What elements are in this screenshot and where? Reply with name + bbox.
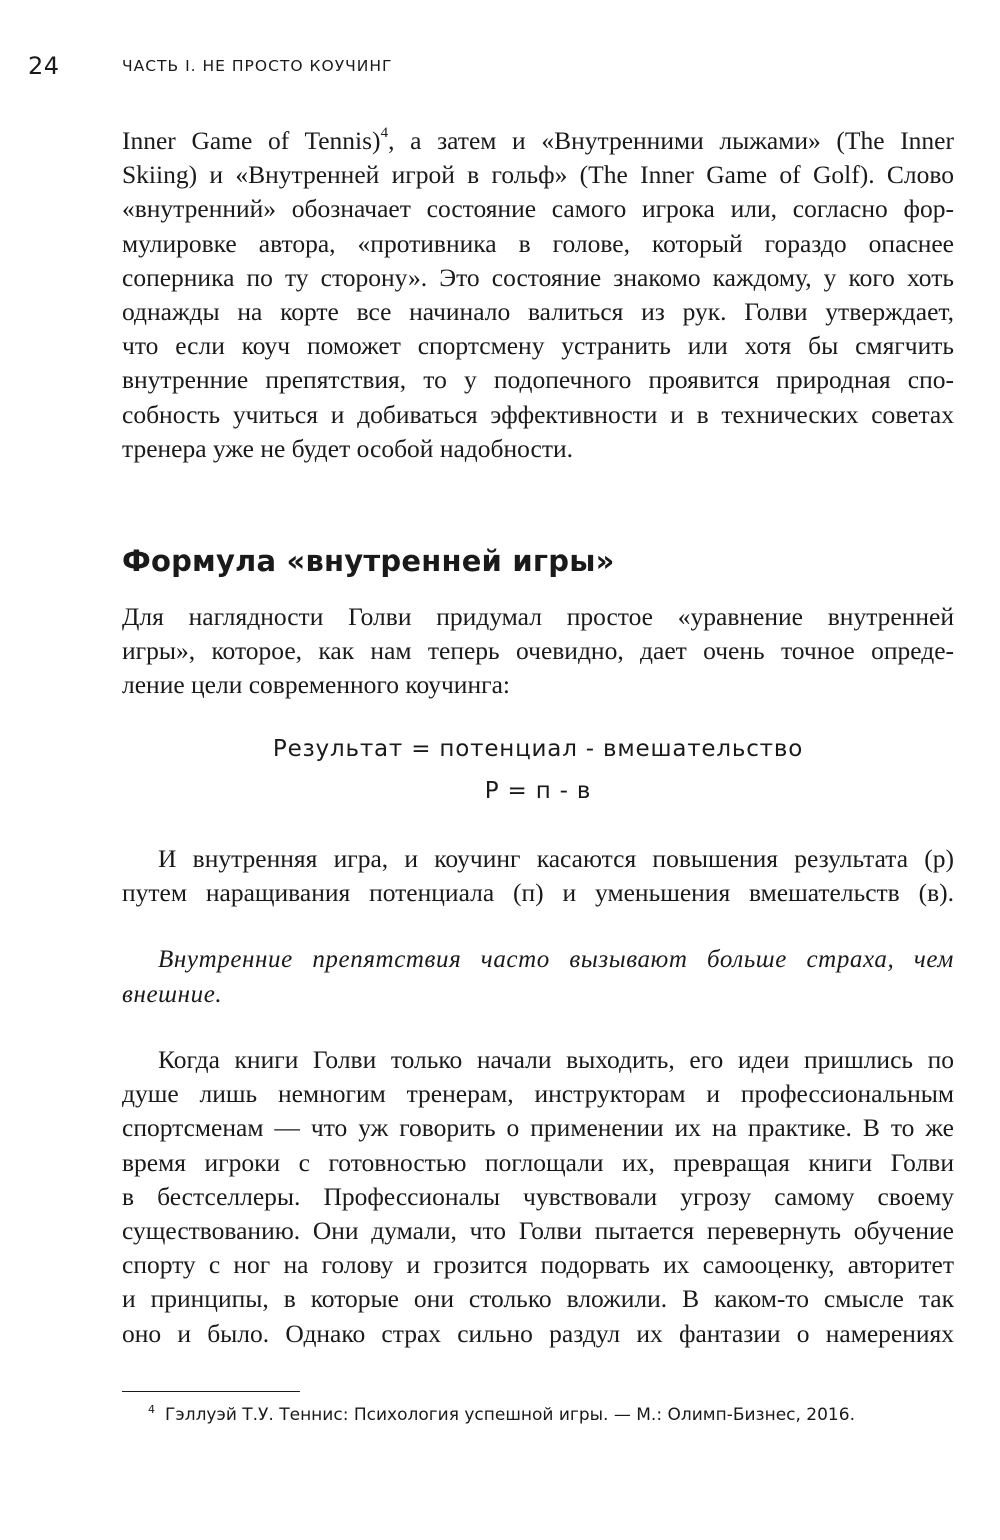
formula-full: Результат = потенциал - вмешательство xyxy=(272,736,804,762)
text-line: Skiing) и «Внутренней игрой в гольф» (The Inner Game of Golf). Слово xyxy=(122,160,954,190)
text-line: и принципы, в которые они столько вложили. В каком-то смысле так xyxy=(122,1284,954,1314)
text-line: И внутренняя игра, и коучинг касаются повышения результата (р) xyxy=(158,844,954,873)
running-section-title: ЧАСТЬ I. НЕ ПРОСТО КОУЧИНГ xyxy=(122,57,393,75)
text-line: Inner Game of Tennis)$^4$, а затем и «Внутренними лыжами» (The Inner xyxy=(122,125,954,155)
text-line: «внутренний» обозначает состояние самого игрока или, согласно фор- xyxy=(122,194,954,224)
text-line: собность учиться и добиваться эффективности и в технических советах xyxy=(122,399,954,429)
text-line: путем наращивания потенциала (п) и уменьшения вмешательств (в). xyxy=(122,878,954,908)
text-line: душе лишь немногим тренерам, инструкторам и профессиональным xyxy=(122,1079,954,1109)
text-line: время игроки с готовностью поглощали их, превращая книги Голви xyxy=(122,1147,954,1177)
text-line: оно и было. Однако страх сильно раздул их фантазии о намерениях xyxy=(122,1318,954,1348)
text-line: в бестселлеры. Профессионалы чувствовали угрозу самому своему xyxy=(122,1181,954,1211)
text-line: что если коуч поможет спортсмену устранить или хотя бы смягчить xyxy=(122,331,954,361)
text-line: Когда книги Голви только начали выходить, его идеи пришлись по xyxy=(158,1045,954,1074)
text-line: спорту с ног на голову и грозится подорвать их самооценку, авторитет xyxy=(122,1250,954,1280)
text-line: однажды на корте все начинало валиться из рук. Голви утверждает, xyxy=(122,297,954,327)
text-line: внешние. xyxy=(122,981,223,1008)
text-line: существованию. Они думали, что Голви пытается перевернуть обучение xyxy=(122,1216,954,1246)
text-line: мулировке автора, «противника в голове, который гораздо опаснее xyxy=(122,228,954,258)
running-head xyxy=(28,48,972,84)
pull-quote xyxy=(122,942,954,1012)
text-line: внутренние препятствия, то у подопечного проявится природная спо- xyxy=(122,365,954,395)
footnote-mark: 4 xyxy=(148,1403,155,1416)
footnote xyxy=(148,1398,855,1427)
formula-explanation-paragraph xyxy=(122,842,954,910)
footnote-reference[interactable]: 4 xyxy=(380,125,389,141)
intro-paragraph xyxy=(122,124,954,466)
footnote-divider xyxy=(122,1391,300,1392)
footnote-text: Гэллуэй Т.У. Теннис: Психология успешной игры. — М.: Олимп-Бизнес, 2016. xyxy=(165,1405,855,1425)
text-line: спортсменам — что уж говорить о применении их на практике. В то же xyxy=(122,1113,954,1143)
text-line: игры», которое, как нам теперь очевидно, дает очень точное опреде- xyxy=(122,636,954,666)
text-line: тренера уже не будет особой надобности. xyxy=(122,433,573,463)
page-number: 24 xyxy=(28,52,60,80)
formula-short: Р = п - в xyxy=(484,778,592,804)
main-paragraph xyxy=(122,1043,954,1351)
section-heading: Формула «внутренней игры» xyxy=(122,544,615,578)
text-line: Для наглядности Голви придумал простое «уравнение внутренней xyxy=(122,602,954,631)
text-line: ление цели современного коучинга: xyxy=(122,670,510,700)
formula-intro-paragraph xyxy=(122,600,954,703)
text-line: соперника по ту сторону». Это состояние знакомо каждому, у кого хоть xyxy=(122,262,954,292)
text-line: Внутренние препятствия часто вызывают больше страха, чем xyxy=(158,946,954,973)
